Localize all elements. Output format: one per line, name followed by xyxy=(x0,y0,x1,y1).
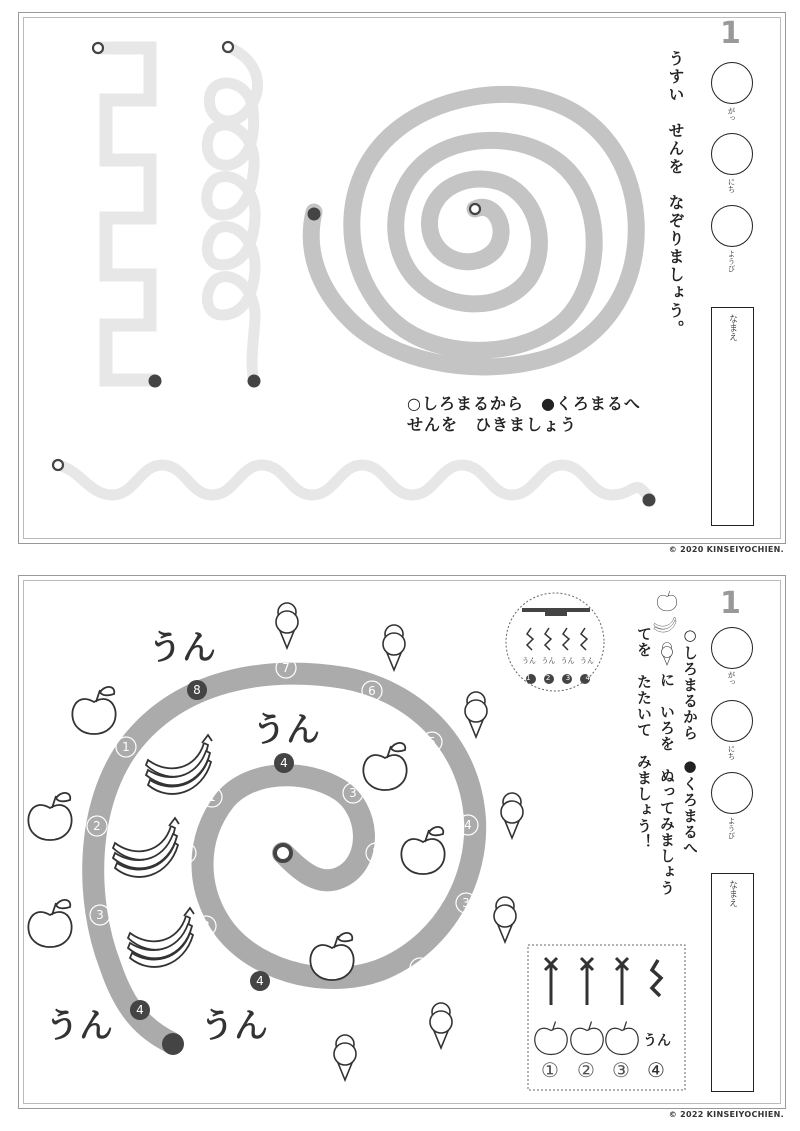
page-number-2: 1 xyxy=(720,586,741,621)
marker-mid-4 xyxy=(250,971,270,991)
svg-text:2: 2 xyxy=(372,846,380,860)
ice-cream-icon xyxy=(383,625,405,670)
svg-text:3: 3 xyxy=(462,896,470,910)
weekday-circle-2[interactable] xyxy=(711,772,753,814)
x-note-icon xyxy=(545,958,557,1005)
instruction-col-1: ○しろまるから ●くろまるへ xyxy=(681,626,699,856)
name-label-2: なまえ xyxy=(727,880,737,907)
svg-text:2: 2 xyxy=(416,961,424,975)
apple-icon xyxy=(72,687,115,734)
svg-text:6: 6 xyxy=(368,684,376,698)
legend-un-label: うん xyxy=(579,657,594,665)
svg-text:5: 5 xyxy=(428,735,436,749)
svg-text:4: 4 xyxy=(256,974,264,988)
ice-cream-icon xyxy=(465,692,487,737)
tracing-instruction: うすい せんを なぞりましょう。 xyxy=(666,50,685,338)
rest-mark xyxy=(581,628,587,650)
svg-text:3: 3 xyxy=(96,908,104,922)
legend-rest-marks xyxy=(527,628,587,650)
marker-inner-4 xyxy=(274,753,294,773)
weekday-label-2: ようび xyxy=(727,817,736,840)
svg-text:4: 4 xyxy=(280,756,288,770)
weekday-label: ようび xyxy=(727,250,736,273)
banana-icon xyxy=(654,617,676,632)
apple-icon xyxy=(535,1022,567,1055)
marker-outer-a8 xyxy=(187,680,207,700)
ice-cream-icon xyxy=(662,643,673,666)
legend-top-labels xyxy=(522,656,594,666)
un-label: うん xyxy=(252,710,320,750)
apple-icon xyxy=(363,743,406,790)
apple-icon xyxy=(401,827,444,874)
un-label: うん xyxy=(148,628,216,668)
svg-text:3: 3 xyxy=(349,786,357,800)
svg-text:1: 1 xyxy=(208,790,216,804)
day-label-2: にち xyxy=(727,745,736,760)
ice-cream-icon xyxy=(494,897,516,942)
rhythm-start-dot xyxy=(275,845,291,861)
un-label: うん xyxy=(200,1006,268,1046)
instruction-line-2: せんを ひきましょう xyxy=(407,415,578,434)
name-label: なまえ xyxy=(727,314,737,341)
marker-outer-a1 xyxy=(332,990,352,1010)
legend-box-num-2: ② xyxy=(577,1058,595,1082)
ice-cream-icon xyxy=(501,793,523,838)
legend-un-label: うん xyxy=(560,657,575,665)
legend-num: 2 xyxy=(545,674,551,682)
legend-box-num-1: ① xyxy=(541,1058,559,1082)
marker-inner-1 xyxy=(322,894,342,914)
svg-text:4: 4 xyxy=(464,818,472,832)
svg-text:1: 1 xyxy=(328,897,336,911)
svg-text:8: 8 xyxy=(193,683,201,697)
legend-un-label: うん xyxy=(541,657,556,665)
ice-cream-icon xyxy=(430,1003,452,1048)
instruction-line-1: ○しろまるから ●くろまるへ xyxy=(407,394,641,413)
instruction-col-2: に いろを ぬってみましょう xyxy=(658,672,676,896)
apple-icon xyxy=(657,591,676,611)
banana-icon xyxy=(146,735,212,794)
legend-top-nums xyxy=(526,674,590,682)
legend-box-num-4: ④ xyxy=(647,1058,665,1082)
x-note-icon xyxy=(581,958,593,1005)
rhythm-end-dot xyxy=(162,1033,184,1055)
apple-icon xyxy=(28,900,71,947)
legend-num: 1 xyxy=(526,674,531,682)
marker-outer-b4 xyxy=(130,1000,150,1020)
day-label: にち xyxy=(727,178,736,193)
ice-cream-icon xyxy=(276,603,298,648)
apple-icon xyxy=(310,933,353,980)
instruction-col-3: てを たたいて みましょう！ xyxy=(635,626,653,850)
instruction-icons xyxy=(654,591,677,665)
legend-un-label: うん xyxy=(522,657,536,665)
day-circle-2[interactable] xyxy=(711,700,753,742)
legend-x-notes xyxy=(545,958,661,1005)
svg-text:4: 4 xyxy=(136,1003,144,1017)
svg-text:2: 2 xyxy=(182,846,190,860)
svg-text:1: 1 xyxy=(338,993,346,1007)
legend-box-un: うん xyxy=(643,1033,671,1049)
apple-icon xyxy=(571,1022,603,1055)
svg-text:1: 1 xyxy=(122,740,130,754)
rest-mark xyxy=(545,628,551,650)
legend-box-num-3: ③ xyxy=(612,1058,630,1082)
x-note-icon xyxy=(616,958,628,1005)
legend-num: 3 xyxy=(565,674,571,682)
month-label: がっ xyxy=(727,107,736,122)
rest-mark xyxy=(527,628,533,650)
name-box-2[interactable] xyxy=(711,873,754,1092)
page-number: 1 xyxy=(720,16,741,51)
quarter-rest-icon xyxy=(652,960,661,996)
apple-icon xyxy=(606,1022,638,1055)
legend-num: 4 xyxy=(585,674,590,682)
legend-bar-block xyxy=(545,611,567,616)
copyright-2: © 2022 KINSEIYOCHIEN. xyxy=(668,1110,784,1119)
rest-mark xyxy=(563,628,569,650)
month-circle-2[interactable] xyxy=(711,627,753,669)
banana-icon xyxy=(113,818,179,877)
svg-text:7: 7 xyxy=(282,661,290,675)
legend-apples xyxy=(535,1022,638,1055)
svg-text:3: 3 xyxy=(202,919,210,933)
marker-outer-a2 xyxy=(410,958,430,978)
apple-icon xyxy=(28,793,71,840)
ice-cream-icon xyxy=(334,1035,356,1080)
month-label-2: がっ xyxy=(727,671,736,686)
un-label: うん xyxy=(45,1006,113,1046)
copyright-1: © 2020 KINSEIYOCHIEN. xyxy=(668,545,784,554)
banana-icon xyxy=(128,908,194,967)
svg-text:2: 2 xyxy=(93,819,101,833)
